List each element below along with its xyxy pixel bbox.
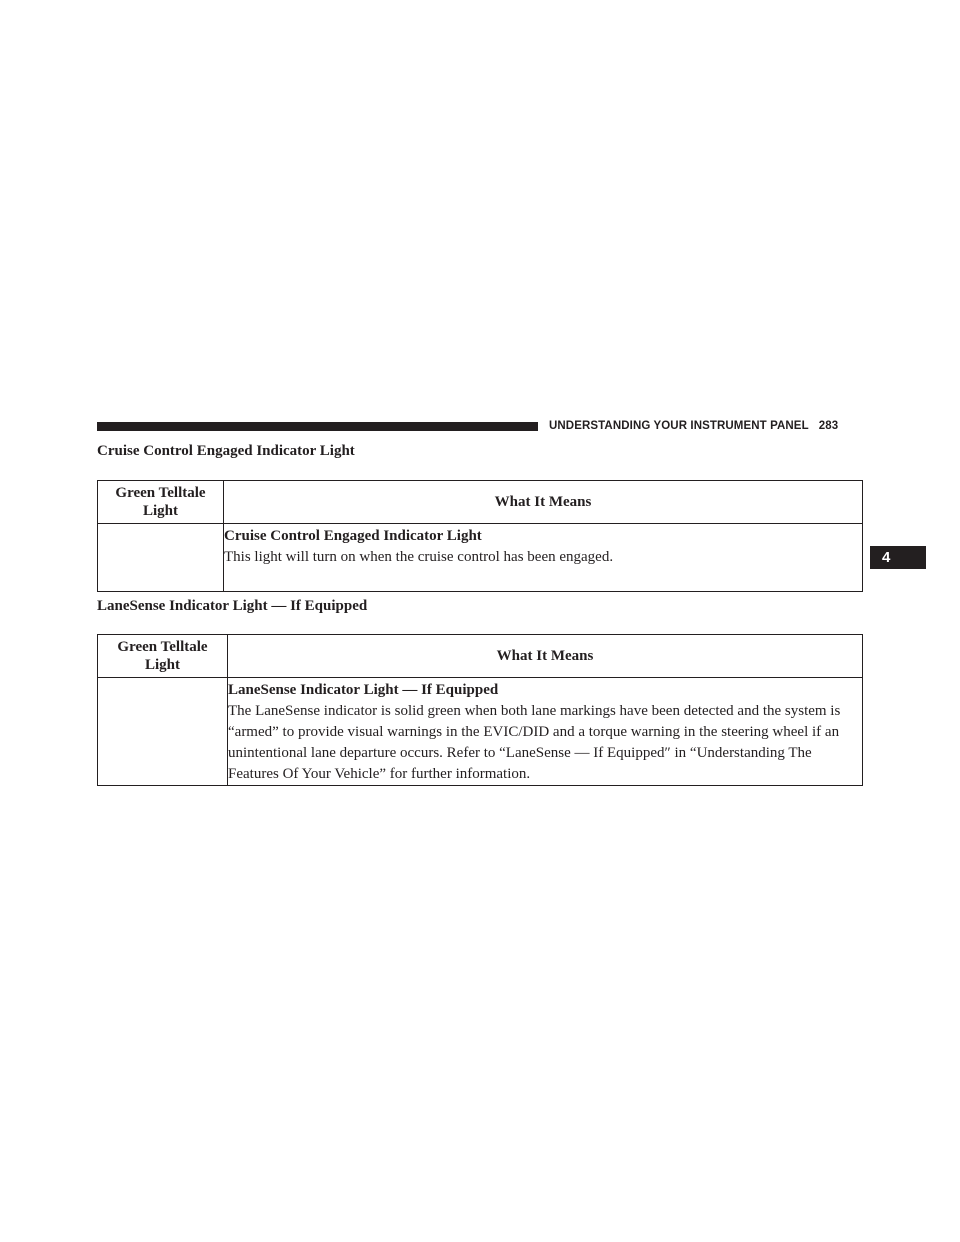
indicator-description: This light will turn on when the cruise control has been engaged. <box>224 549 614 565</box>
meaning-cell <box>224 524 863 592</box>
table-header-row <box>98 635 863 678</box>
section-heading-cruise-control: Cruise Control Engaged Indicator Light <box>97 443 355 459</box>
col-header-telltale: Green Telltale Light <box>98 635 228 678</box>
telltale-icon-cell <box>98 678 228 786</box>
indicator-name: Cruise Control Engaged Indicator Light <box>224 528 482 544</box>
col-header-meaning: What It Means <box>224 481 863 524</box>
page-number: 283 <box>818 420 839 432</box>
chapter-tab: 4 <box>870 546 926 569</box>
meaning-cell <box>228 678 863 786</box>
col-header-telltale: Green Telltale Light <box>98 481 224 524</box>
running-header <box>549 420 838 432</box>
telltale-icon-cell <box>98 524 224 592</box>
telltale-table-cruise-control <box>97 480 863 592</box>
section-heading-lanesense: LaneSense Indicator Light — If Equipped <box>97 598 368 614</box>
running-header-title: UNDERSTANDING YOUR INSTRUMENT PANEL <box>549 420 809 432</box>
header-rule <box>97 422 538 431</box>
table-header-row <box>98 481 863 524</box>
telltale-table-lanesense <box>97 634 863 786</box>
table-row <box>98 678 863 786</box>
indicator-description: The LaneSense indicator is solid green when both lane markings have been detected and the system is “armed” to provide visual warnings in the EVIC/DID and a torque warning in the steering wheel if an unintentional lane departure occurs. Refer to “LaneSense — If Equipped″ in “Understanding The Features Of Your Vehicle” for further information. <box>228 703 841 782</box>
table-row <box>98 524 863 592</box>
indicator-name: LaneSense Indicator Light — If Equipped <box>228 682 499 698</box>
col-header-meaning: What It Means <box>228 635 863 678</box>
